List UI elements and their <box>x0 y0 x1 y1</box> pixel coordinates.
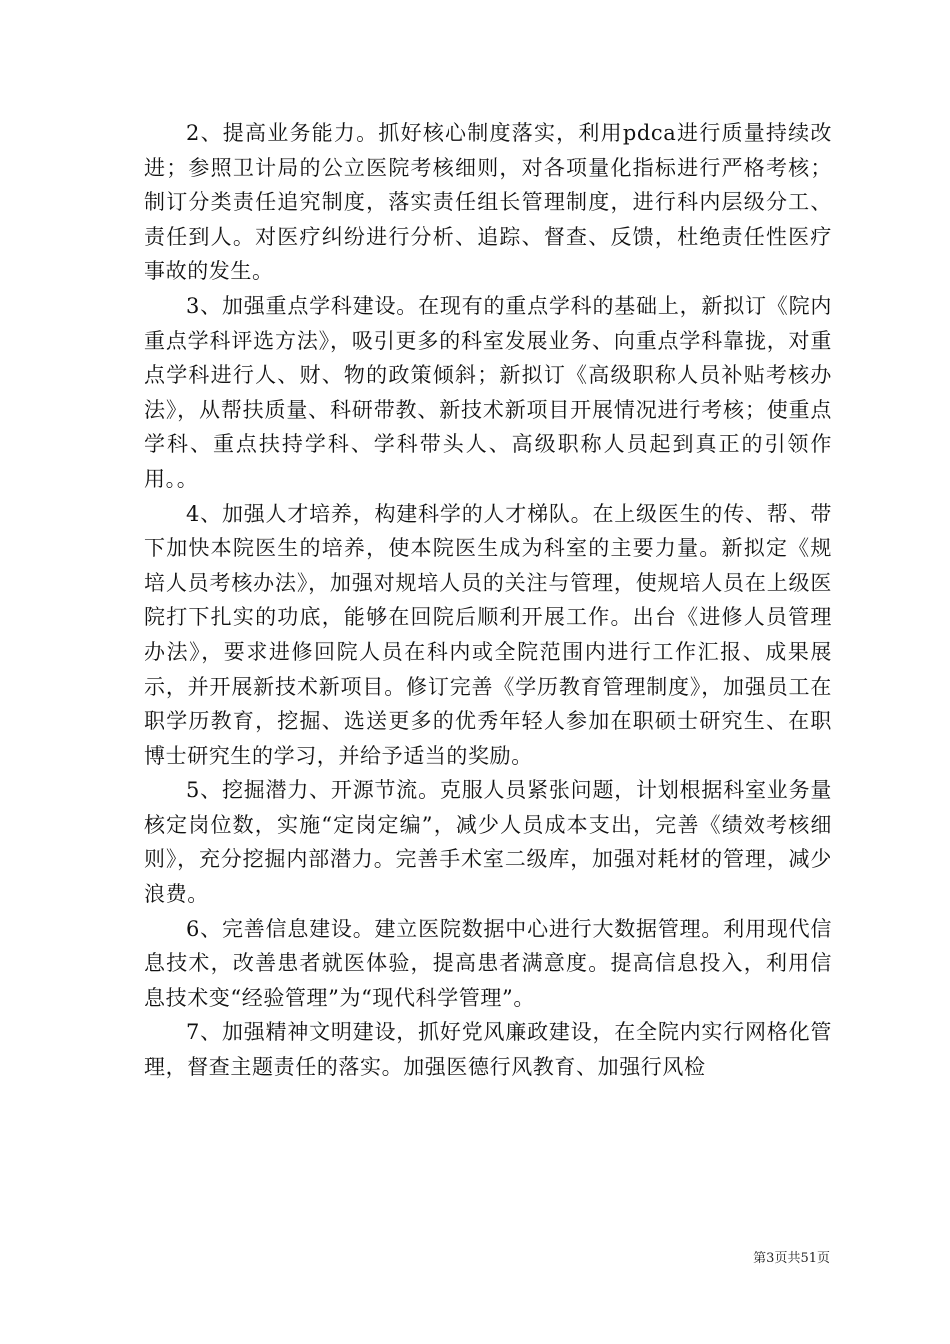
paragraph-item-3: 3、加强重点学科建设。在现有的重点学科的基础上，新拟订《院内重点学科评选方法》，吸引更多的科室发展业务、向重点学科靠拢，对重点学科进行人、财、物的政策倾斜；新拟订《高级职称人员补贴考核办法》，从帮扶质量、科研带教、新技术新项目开展情况进行考核；使重点学科、重点扶持学科、学科带头人、高级职称人员起到真正的引领作用。。 <box>144 293 832 491</box>
paragraph-item-4: 4、加强人才培养，构建科学的人才梯队。在上级医生的传、帮、带下加快本院医生的培养，使本院医生成为科室的主要力量。新拟定《规培人员考核办法》，加强对规培人员的关注与管理，使规培人员在上级医院打下扎实的功底，能够在回院后顺利开展工作。出台《进修人员管理办法》，要求进修回院人员在科内或全院范围内进行工作汇报、成果展示，并开展新技术新项目。修订完善《学历教育管理制度》，加强员工在职学历教育，挖掘、选送更多的优秀年轻人参加在职硕士研究生、在职博士研究生的学习，并给予适当的奖励。 <box>144 501 832 768</box>
paragraph-item-6: 6、完善信息建设。建立医院数据中心进行大数据管理。利用现代信息技术，改善患者就医体验，提高患者满意度。提高信息投入，利用信息技术变“经验管理”为“现代科学管理”。 <box>144 916 832 1010</box>
paragraph-item-2: 2、提高业务能力。抓好核心制度落实，利用pdca进行质量持续改进；参照卫计局的公立医院考核细则，对各项量化指标进行严格考核；制订分类责任追究制度，落实责任组长管理制度，进行科内层级分工、责任到人。对医疗纠纷进行分析、追踪、督查、反馈，杜绝责任性医疗事故的发生。 <box>144 121 832 284</box>
paragraph-item-7: 7、加强精神文明建设，抓好党风廉政建设，在全院内实行网格化管理，督查主题责任的落实。加强医德行风教育、加强行风检 <box>144 1020 832 1080</box>
document-body <box>144 116 832 1085</box>
page-number: 第3页共51页 <box>753 1251 830 1266</box>
paragraph-item-5: 5、挖掘潜力、开源节流。克服人员紧张问题，计划根据科室业务量核定岗位数，实施“定岗定编”，减少人员成本支出，完善《绩效考核细则》，充分挖掘内部潜力。完善手术室二级库，加强对耗材的管理，减少浪费。 <box>144 778 832 907</box>
